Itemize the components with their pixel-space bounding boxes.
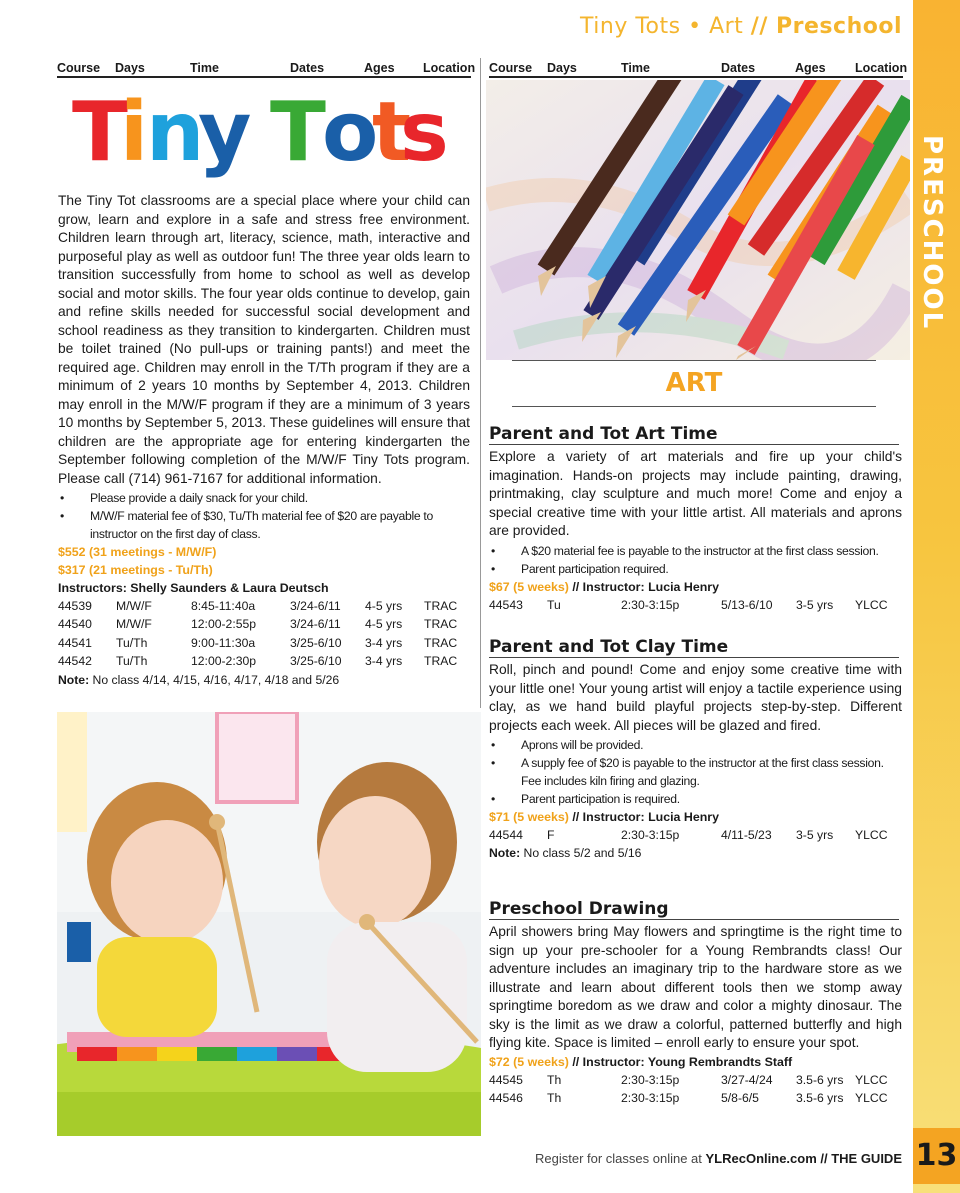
course-ages: 4-5 yrs — [365, 599, 403, 613]
table-row — [489, 826, 902, 844]
price-line: $67 (5 weeks) // Instructor: Lucia Henry — [489, 579, 719, 594]
col-dates: Dates — [721, 61, 756, 75]
page-header — [580, 14, 902, 39]
course-location: TRAC — [424, 617, 458, 632]
course-location: YLCC — [855, 597, 888, 612]
list-item: • Please provide a daily snack for your child. — [58, 489, 470, 507]
section-description: Roll, pinch and pound! Come and enjoy some creative time with your little one! Your young artist will enjoy a tactile experience using clay, as we hand build playful projects step-by-step. Different projects each week. All pieces will be glazed and fired. — [489, 662, 902, 733]
section-title: Parent and Tot Clay Time — [489, 637, 899, 658]
art-banner — [512, 360, 876, 408]
course-time: 12:00-2:55p — [191, 617, 257, 632]
art-banner-title: ART — [665, 368, 723, 398]
table-row — [58, 597, 470, 615]
svg-text:s: s — [400, 88, 449, 180]
course-days: F — [547, 828, 555, 842]
col-dates: Dates — [290, 61, 325, 75]
tiny-tots-bullets — [58, 489, 470, 543]
list-item: • M/W/F material fee of $30, Tu/Th material fee of $20 are payable to instructor on the first day of class. — [58, 507, 470, 543]
course-ages: 3-4 yrs — [365, 635, 403, 650]
svg-text:y: y — [198, 88, 252, 180]
col-time: Time — [621, 61, 650, 75]
list-item: • Parent participation required. — [489, 560, 902, 578]
side-tab-label: PRESCHOOL — [917, 135, 947, 331]
footer-guide: // THE GUIDE — [816, 1151, 902, 1166]
course-days: M/W/F — [116, 599, 152, 613]
course-time: 2:30-3:15p — [621, 828, 680, 842]
parent-tot-clay-section — [489, 637, 902, 862]
column-header-left — [57, 58, 476, 78]
section-description: Explore a variety of art materials and fire up your child's imagination. Hands-on projects may include painting, drawing, printmaking, clay sculpture and much more! Come and enjoy a special creative time with your little artist. All materials and aprons are provided. — [489, 449, 902, 538]
footer-prefix: Register for classes online at — [534, 1151, 706, 1166]
section-bullets — [489, 736, 902, 808]
course-location: YLCC — [855, 1090, 888, 1105]
course-dates: 3/25-6/10 — [290, 635, 342, 650]
course-number: 44540 — [58, 617, 92, 632]
col-course: Course — [57, 61, 101, 75]
tiny-tots-price-tuth: $317 (21 meetings - Tu/Th) — [58, 563, 213, 577]
course-time: 2:30-3:15p — [621, 597, 680, 612]
list-item: • Parent participation is required. — [489, 790, 902, 808]
preschool-drawing-section — [489, 899, 902, 1107]
footer-site-link[interactable]: YLRecOnline.com — [705, 1151, 817, 1166]
side-tab — [913, 0, 960, 1193]
course-number: 44541 — [58, 635, 92, 650]
price-line: $72 (5 weeks) // Instructor: Young Rembrandts Staff — [489, 1054, 793, 1069]
col-time: Time — [190, 61, 219, 75]
col-location: Location — [855, 61, 908, 75]
parent-tot-art-section — [489, 424, 902, 614]
course-dates: 5/13-6/10 — [721, 597, 773, 612]
table-row — [489, 1089, 902, 1107]
svg-text:i: i — [120, 88, 149, 180]
course-dates: 3/27-4/24 — [721, 1072, 773, 1087]
banner-rule-top — [512, 360, 876, 361]
course-number: 44545 — [489, 1072, 523, 1087]
course-ages: 4-5 yrs — [365, 617, 403, 632]
course-location: TRAC — [424, 635, 458, 650]
col-days: Days — [115, 61, 145, 75]
colored-pencils-image — [486, 80, 910, 360]
section-title: Preschool Drawing — [489, 899, 899, 920]
course-dates: 3/25-6/10 — [290, 654, 342, 669]
banner-rule-bottom — [512, 406, 876, 407]
column-divider — [480, 58, 481, 708]
course-number: 44543 — [489, 597, 523, 612]
children-xylophone-photo — [57, 712, 481, 1136]
tiny-tots-instructors: Instructors: Shelly Saunders & Laura Deutsch — [58, 581, 329, 595]
list-item: • A $20 material fee is payable to the instructor at the first class session. — [489, 542, 902, 560]
svg-text:t: t — [372, 88, 412, 180]
col-course: Course — [489, 61, 533, 75]
footer — [535, 1151, 902, 1166]
course-ages: 3.5-6 yrs — [796, 1090, 844, 1105]
course-ages: 3-5 yrs — [796, 828, 834, 842]
table-row — [58, 652, 470, 670]
course-location: TRAC — [424, 654, 458, 669]
course-number: 44546 — [489, 1090, 523, 1105]
header-slash: // — [750, 14, 768, 39]
course-ages: 3-4 yrs — [365, 654, 403, 669]
svg-text:T: T — [270, 88, 326, 180]
course-dates: 3/24-6/11 — [290, 599, 341, 613]
course-dates: 4/11-5/23 — [721, 828, 772, 842]
course-ages: 3.5-6 yrs — [796, 1072, 844, 1087]
column-header-right — [489, 58, 908, 78]
course-days: M/W/F — [116, 617, 152, 632]
course-time: 8:45-11:40a — [191, 599, 256, 613]
course-time: 2:30-3:15p — [621, 1072, 680, 1087]
course-time: 12:00-2:30p — [191, 654, 257, 669]
tiny-tots-section — [58, 192, 470, 689]
tiny-tots-description: The Tiny Tot classrooms are a special place where your child can grow, learn and explore in a safe and stress free environment. Children learn through art, literacy, science, math, interactive and purposeful play as well as outdoor fun! The three year olds learn to transition successfully from home to school as well as develop social and motor skills. The four year olds continue to develop, gain and refine skills needed for successful social development and school readiness as they transition to kindergarten. Children must be toilet trained (No pull-ups or training pants!) and meet the required age. Children may enroll in the T/Th program if they are a minimum of 2 years 10 months by September 4, 2013. Children may enroll in the M/W/F program if they are a minimum of 3 years 10 months by September 5, 2013. These guidelines will ensure that children are the appropriate age for entering kindergarten the September following completion of the M/W/F Tiny Tots program. Please call (714) 961-7167 for additional information. — [58, 193, 470, 486]
section-bullets — [489, 542, 902, 578]
tiny-tots-note: Note: No class 4/14, 4/15, 4/16, 4/17, 4/18 and 5/26 — [58, 672, 340, 687]
section-note: Note: No class 5/2 and 5/16 — [489, 846, 642, 861]
col-location: Location — [423, 61, 476, 75]
section-title: Parent and Tot Art Time — [489, 424, 899, 445]
course-days: Th — [547, 1072, 562, 1087]
course-days: Tu/Th — [116, 635, 148, 650]
course-location: YLCC — [855, 1072, 888, 1087]
col-ages: Ages — [364, 61, 395, 75]
svg-text:T: T — [72, 88, 128, 180]
course-location: TRAC — [424, 599, 458, 613]
course-number: 44544 — [489, 828, 523, 842]
course-dates: 5/8-6/5 — [721, 1090, 759, 1105]
list-item: • A supply fee of $20 is payable to the instructor at the first class session. Fee includes kiln firing and glazing. — [489, 754, 902, 790]
course-days: Tu/Th — [116, 654, 148, 669]
table-row — [489, 596, 902, 614]
header-sections: Tiny Tots • Art — [580, 14, 751, 39]
course-ages: 3-5 yrs — [796, 597, 834, 612]
course-number: 44542 — [58, 654, 92, 669]
course-time: 9:00-11:30a — [191, 635, 256, 650]
tiny-tots-logo — [70, 88, 450, 184]
col-days: Days — [547, 61, 577, 75]
table-row — [58, 615, 470, 633]
tiny-tots-price-mwf: $552 (31 meetings - M/W/F) — [58, 545, 217, 559]
svg-text:n: n — [146, 88, 205, 180]
table-row — [489, 1071, 902, 1089]
page-number: 13 — [913, 1128, 960, 1184]
header-category: Preschool — [767, 14, 902, 39]
course-dates: 3/24-6/11 — [290, 617, 341, 632]
table-row — [58, 634, 470, 652]
svg-text:o: o — [322, 88, 379, 180]
course-days: Tu — [547, 597, 561, 612]
col-ages: Ages — [795, 61, 826, 75]
course-number: 44539 — [58, 599, 92, 613]
course-time: 2:30-3:15p — [621, 1090, 680, 1105]
list-item: • Aprons will be provided. — [489, 736, 902, 754]
course-location: YLCC — [855, 828, 888, 842]
section-description: April showers bring May flowers and springtime is the right time to sign up your pre-schooler for a Young Rembrandts class! Our adventure includes an imaginary trip to the hardware store as we illustrate and learn about different tools then we stomp away springtime boredom as we draw and color a mighty dinosaur. The sky is the limit as we draw a colorful, patterned butterfly and high flying kite. Space is limited – enroll early to ensure your spot. — [489, 924, 902, 1050]
course-days: Th — [547, 1090, 562, 1105]
price-line: $71 (5 weeks) // Instructor: Lucia Henry — [489, 810, 719, 824]
